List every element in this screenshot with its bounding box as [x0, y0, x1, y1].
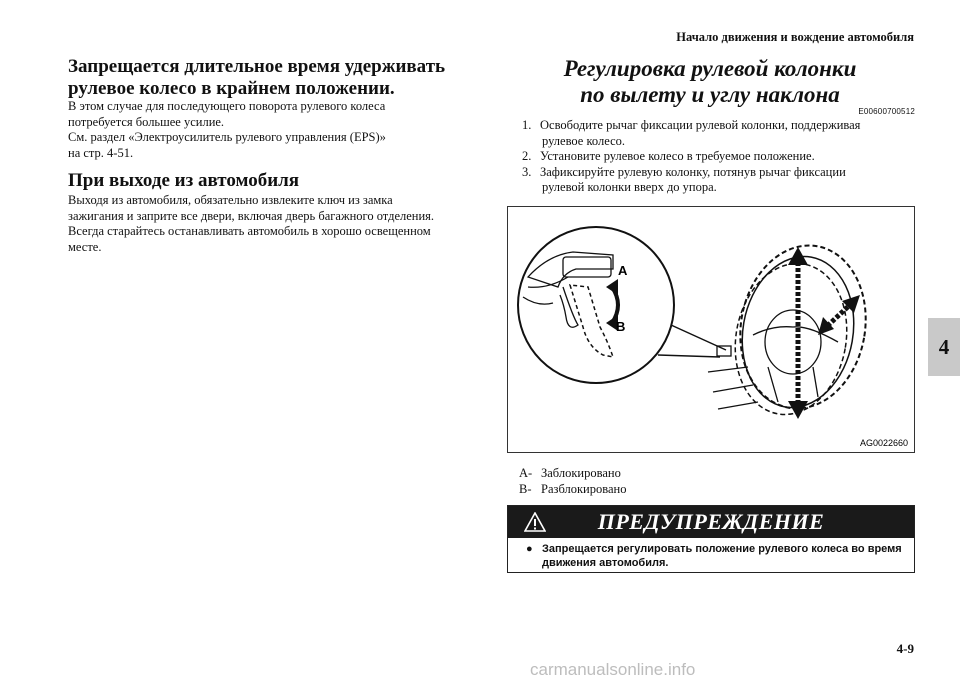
- warning-body: [508, 538, 914, 570]
- figure-legend: [519, 466, 626, 497]
- text-line: зажигания и заприте все двери, включая дверь багажного отделения.: [68, 208, 435, 223]
- section-heading-exit: При выходе из автомобиля: [68, 170, 300, 191]
- section-heading-column-adjust: [505, 56, 915, 108]
- legend-item: [519, 482, 626, 498]
- step-item: [522, 165, 922, 196]
- step-text: Установите рулевое колесо в требуемое положение.: [540, 149, 815, 163]
- figure-code: AG0022660: [860, 438, 909, 448]
- legend-key: B-: [519, 481, 532, 496]
- warning-line: движения автомобиля.: [542, 557, 669, 569]
- text-line: Выходя из автомобиля, обязательно извлеките ключ из замка: [68, 193, 393, 207]
- lever-block: [563, 257, 611, 277]
- text-line: См. раздел «Электроусилитель рулевого управления (EPS)»: [68, 130, 386, 144]
- callout-line: [658, 355, 720, 357]
- exit-paragraph: [68, 193, 488, 255]
- chapter-tab: 4: [928, 318, 960, 376]
- warning-header: [508, 506, 914, 538]
- bullet-icon: ●: [526, 543, 533, 555]
- step-text: Освободите рычаг фиксации рулевой колонки, поддерживая: [540, 118, 861, 132]
- steering-column-figure: [507, 206, 915, 453]
- step-list: [522, 118, 922, 196]
- text-line: на стр. 4-51.: [68, 145, 134, 160]
- section-heading-steering: [68, 56, 478, 100]
- step-item: [522, 118, 922, 149]
- step-text: Зафиксируйте рулевую колонку, потянув рычаг фиксации: [540, 164, 846, 179]
- watermark: carmanualsonline.info: [530, 660, 696, 679]
- warning-box: [507, 505, 915, 573]
- steering-paragraph: [68, 99, 478, 161]
- steering-illustration: [508, 207, 914, 452]
- text-line: потребуется большее усилие.: [68, 114, 225, 129]
- legend-text: Заблокировано: [541, 466, 621, 480]
- text-line: Всегда старайтесь останавливать автомобиль в хорошо освещенном: [68, 224, 431, 238]
- text-line: месте.: [68, 239, 102, 254]
- warning-line: Запрещается регулировать положение рулевого колеса во время: [542, 543, 902, 555]
- legend-item: [519, 466, 626, 482]
- section-code: E00600700512: [858, 107, 915, 116]
- legend-key: A-: [519, 466, 533, 480]
- heading-line: Регулировка рулевой колонки: [563, 56, 857, 81]
- warning-triangle-icon: [524, 512, 546, 532]
- step-text-cont: рулевой колонки вверх до упора.: [542, 180, 717, 194]
- text-line: В этом случае для последующего поворота рулевого колеса: [68, 99, 386, 113]
- steering-column: [708, 367, 758, 409]
- wheel-hub: [765, 310, 821, 374]
- page-number: 4-9: [896, 641, 914, 656]
- heading-line: по вылету и углу наклона: [580, 82, 840, 107]
- zoom-circle: [518, 227, 674, 383]
- step-item: [522, 149, 922, 165]
- heading-line: рулевое колесо в крайнем положении.: [68, 78, 395, 99]
- step-number: 3.: [522, 164, 532, 179]
- running-header: Начало движения и вождение автомобиля: [676, 30, 914, 44]
- legend-text: Разблокировано: [541, 481, 627, 496]
- label-a: A: [618, 263, 628, 278]
- step-number: 2.: [522, 149, 532, 163]
- step-text-cont: рулевое колесо.: [542, 133, 626, 148]
- label-b: B: [616, 319, 626, 334]
- warning-title: ПРЕДУПРЕЖДЕНИЕ: [597, 509, 825, 534]
- heading-line: Запрещается длительное время удерживать: [68, 56, 446, 77]
- step-number: 1.: [522, 118, 532, 132]
